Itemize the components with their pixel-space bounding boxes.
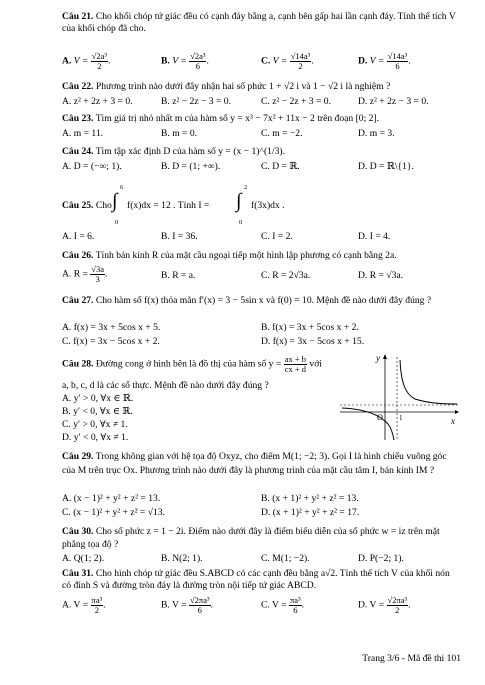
integral-sign-icon: ∫: [236, 190, 242, 212]
option-b: B. D = (1; +∞).: [161, 161, 221, 172]
origin-label: O: [377, 413, 383, 422]
y-axis-arrow-icon: [383, 354, 387, 359]
option-d: D. (x + 1)² + y² + z² = 17.: [261, 507, 360, 518]
option-a: A. V = $\frac{\text{√2a³}}{2}$ .: [62, 51, 111, 71]
page-footer: Trang 3/6 - Mã đề thi 101: [362, 653, 461, 664]
option-c: C. I = 2.: [261, 231, 293, 242]
question-text: a, b, c, d là các số thực. Mệnh đề nào dưới đây đúng ?: [62, 380, 269, 391]
option-a: A. (x − 1)² + y² + z² = 13.: [62, 493, 161, 504]
option-b: B. I = 36.: [161, 231, 198, 242]
question-25: Câu 25. Cho: [62, 200, 112, 211]
x-label: x: [451, 416, 455, 426]
question-28: Câu 28. Đường cong ở hình bên là đồ thị của hàm số y = $\frac{ax + b}{cx + d}$ với: [62, 354, 322, 374]
option-a: A. m = 11.: [62, 128, 104, 139]
question-text: Cho khối chóp tứ giác đều có cạnh đáy bằng a, cạnh bên gấp hai lần cạnh đáy. Tính thể tích V của khối chóp đã cho.: [62, 11, 456, 34]
integral-sign-icon: ∫: [112, 190, 118, 212]
question-number: Câu 22.: [62, 81, 94, 92]
upper-limit: 2: [244, 184, 248, 191]
option-d: D. f(x) = 3x − 5cos x + 15.: [261, 336, 365, 347]
lower-limit: 0: [115, 219, 119, 226]
option-b: B. z² − 2z − 3 = 0.: [161, 96, 231, 107]
integral-expression: f(x)dx = 12 . Tính I =: [127, 200, 210, 211]
option-a: A. D = (−∞; 1).: [62, 161, 122, 172]
option-c: C. V = $\frac{\text{πa³}}{6}$ .: [261, 595, 305, 615]
x-axis-arrow-icon: [455, 410, 459, 414]
question-26: Câu 26. Tính bán kính R của mặt cầu ngoại tiếp một hình lập phương có cạnh bằng 2a.: [62, 250, 397, 261]
option-c: C. (x − 1)² + y² + z² = √13.: [62, 507, 165, 518]
option-b: B. V = $\frac{\text{√2πa³}}{6}$ .: [161, 595, 213, 615]
question-22: [62, 81, 461, 93]
option-a: A. z² + 2z + 3 = 0.: [62, 96, 133, 107]
option-d: D. V = $\frac{\text{√14a³}}{6}$ .: [358, 51, 411, 71]
option-b: B. (x + 1)² + y² + z² = 13.: [261, 493, 359, 504]
question-27: Câu 27. Cho hàm số f(x) thỏa mãn f′(x) = 3 − 5sin x và f(0) = 10. Mệnh đề nào dưới đây đúng ?: [62, 295, 432, 306]
option-b: B. V = $\frac{\text{√2a³}}{6}$ .: [161, 51, 209, 71]
question-29: Câu 29. Trong không gian với hệ tọa độ Oxyz, cho điểm M(1; −2; 3). Gọi I là hình chiếu vuông góc của M trên trục Ox. Phương trình nào dưới đây là phương trình của mặt cầu tâm I, bán kính IM ?: [62, 451, 447, 476]
option-d: D. D = ℝ\{1}.: [358, 161, 414, 172]
question-21: [62, 11, 461, 35]
option-c: C. z² − 2z + 3 = 0.: [261, 96, 331, 107]
question-23: Câu 23. Tìm giá trị nhỏ nhất m của hàm số y = x³ − 7x² + 11x − 2 trên đoạn [0; 2].: [62, 113, 380, 124]
option-d: D. I = 4.: [358, 231, 391, 242]
integral-expression: f(3x)dx .: [251, 200, 285, 211]
option-a: A. V = $\frac{\text{πa³}}{2}$ .: [62, 595, 106, 615]
tick-label: 1: [399, 414, 403, 422]
option-d: D. P(−2; 1).: [358, 553, 404, 564]
hyperbola-graph: [340, 352, 460, 442]
curve-right-branch: [400, 360, 457, 404]
option-a: A. R = $\frac{√3a}{3}$ .: [62, 264, 108, 284]
question-number: Câu 21.: [62, 11, 94, 22]
question-24: Câu 24. Tìm tập xác định D của hàm số y = (x − 1)^(1/3).: [62, 146, 285, 157]
option-c: C. V = $\frac{\text{√14a³}}{2}$ .: [261, 51, 314, 71]
option-b: B. N(2; 1).: [161, 553, 203, 564]
option-a: A. I = 6.: [62, 231, 95, 242]
option-d: D. y′ < 0, ∀x ≠ 1.: [62, 432, 129, 443]
option-d: D. V = $\frac{\text{√2πa³}}{2}$ .: [358, 595, 411, 615]
option-c: C. M(1; −2).: [261, 553, 310, 564]
question-30: Câu 30. Cho số phức z = 1 − 2i. Điểm nào dưới đây là điểm biểu diễn của số phức w = iz trên mặt phẳng tọa độ ?: [62, 526, 440, 550]
option-b: B. m = 0.: [161, 128, 198, 139]
y-label: y: [376, 353, 380, 363]
option-c: C. R = 2√3a.: [261, 270, 311, 281]
curve-left-branch: [342, 408, 394, 440]
lower-limit: 0: [239, 219, 243, 226]
option-d: D. R = √3a.: [358, 270, 404, 281]
option-a: A. f(x) = 3x + 5cos x + 5.: [62, 322, 161, 333]
option-b: B. f(x) = 3x + 5cos x + 2.: [261, 322, 359, 333]
option-c: C. D = ℝ.: [261, 161, 300, 172]
option-c: C. f(x) = 3x − 5cos x + 2.: [62, 336, 160, 347]
option-a: A. y′ > 0, ∀x ∈ ℝ.: [62, 393, 134, 404]
option-b: B. y′ < 0, ∀x ∈ ℝ.: [62, 406, 133, 417]
option-b: B. R = a.: [161, 270, 196, 281]
option-d: D. z² + 2z − 3 = 0.: [358, 96, 429, 107]
question-text: Phương trình nào dưới đây nhận hai số phức 1 + √2 i và 1 − √2 i là nghiệm ?: [95, 81, 391, 92]
upper-limit: 6: [120, 184, 124, 191]
option-c: C. m = −2.: [261, 128, 303, 139]
option-d: D. m = 3.: [358, 128, 395, 139]
question-31: Câu 31. Cho hình chóp tứ giác đều S.ABCD có các cạnh đều bằng a√2. Tính thể tích V của khối nón có đỉnh S và đường tròn đáy là đường tròn nội tiếp tứ giác ABCD.: [62, 568, 450, 591]
option-a: A. Q(1; 2).: [62, 553, 105, 564]
option-c: C. y′ > 0, ∀x ≠ 1.: [62, 419, 128, 430]
